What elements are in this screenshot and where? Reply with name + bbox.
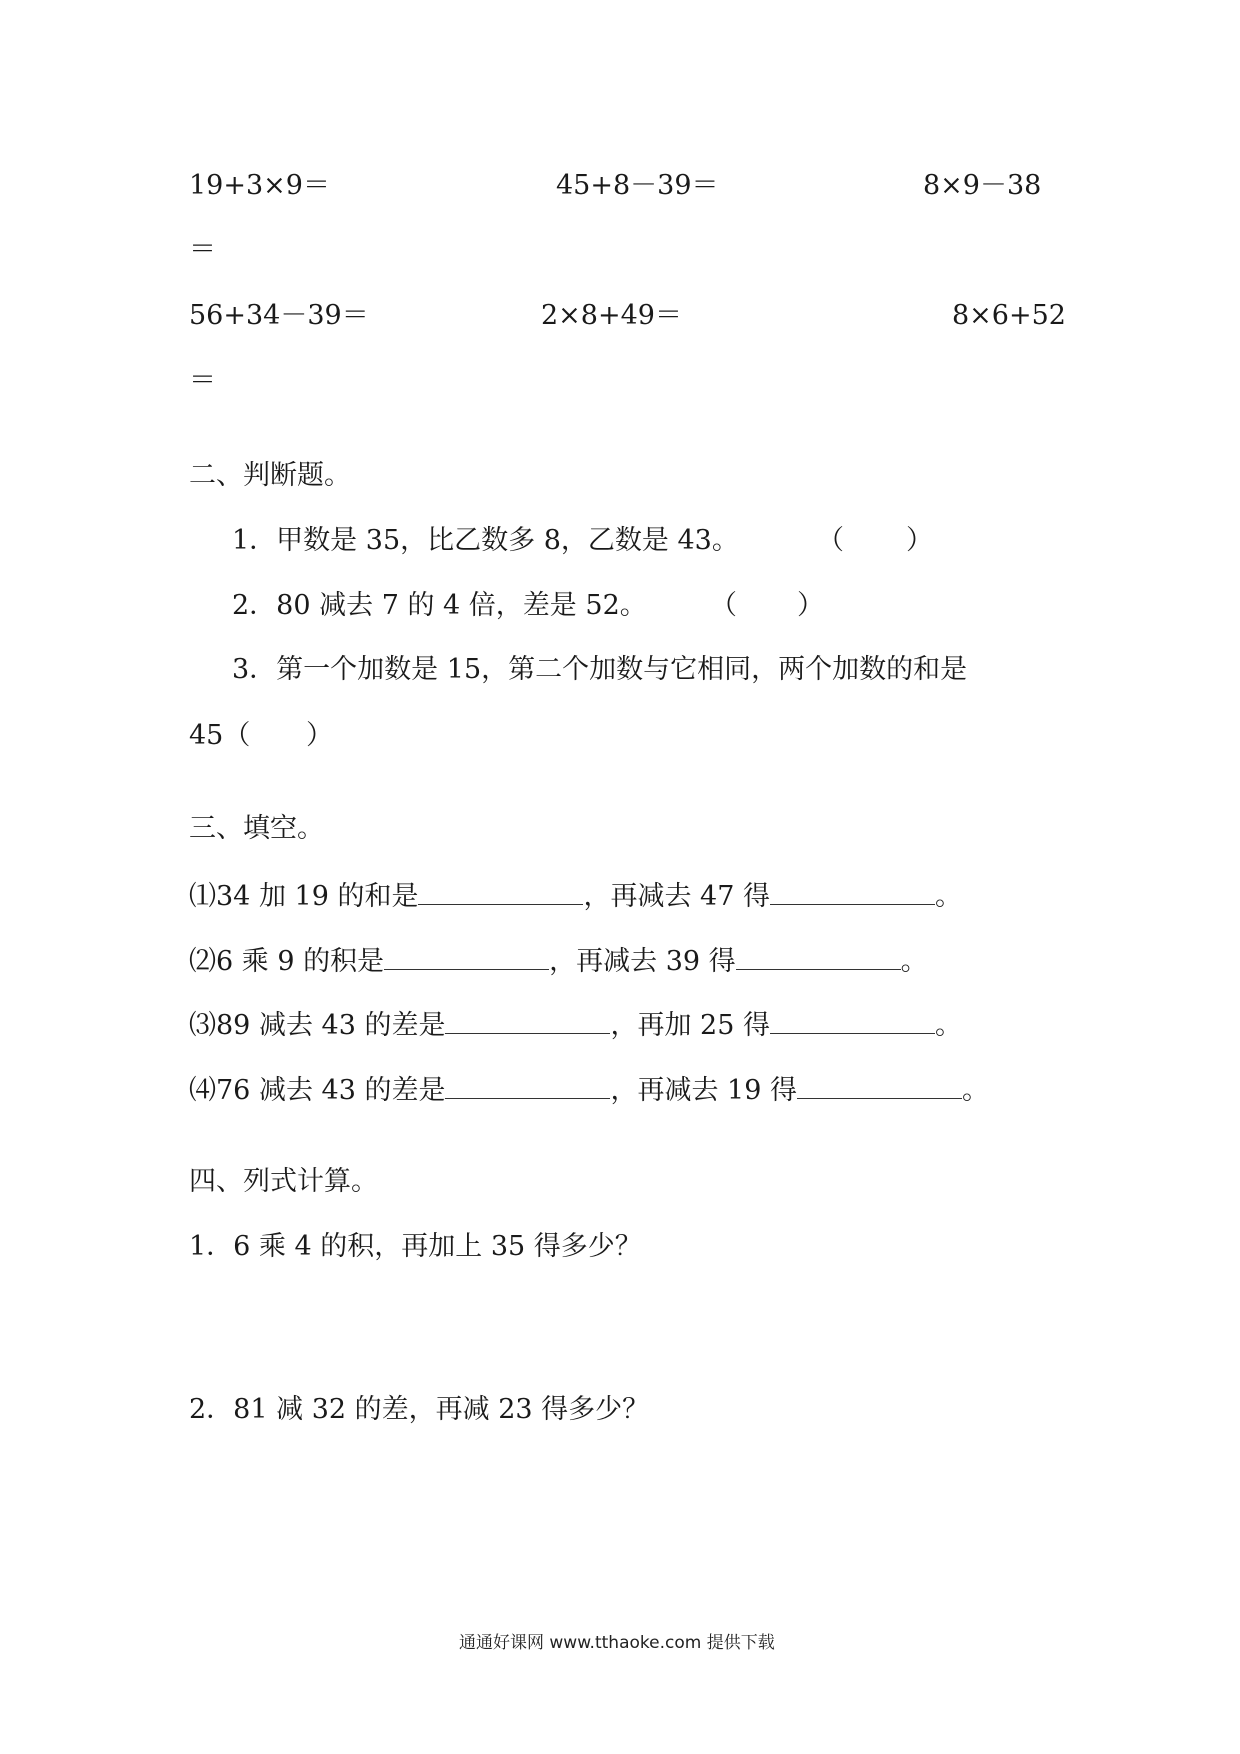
- fill-item-3-end: 。: [935, 1010, 962, 1041]
- fill-item-3-pre: ⑶89 减去 43 的差是: [189, 1010, 446, 1041]
- judge-item-2-paren-open: （: [710, 590, 737, 621]
- calc-row1-c: 8×9－38: [923, 170, 1042, 201]
- calc-row1-c-continuation: ＝: [189, 234, 216, 265]
- judge-item-2-paren-close: ）: [797, 590, 824, 621]
- fill-item-2: [189, 945, 928, 975]
- fill-item-2-pre: ⑵6 乘 9 的积是: [189, 946, 385, 977]
- fill-item-4-end: 。: [962, 1075, 989, 1106]
- judge-item-3-continuation: 45（: [189, 720, 251, 751]
- calc-row1-b: 45+8－39＝: [556, 170, 719, 201]
- fill-item-4-blank-1[interactable]: [445, 1074, 610, 1099]
- fill-item-4: [189, 1074, 989, 1104]
- fill-item-3-mid: ，再加 25 得: [610, 1010, 770, 1041]
- calc-row2-c-continuation: ＝: [189, 365, 216, 396]
- judge-item-3-paren-close: ）: [306, 720, 333, 751]
- fill-item-1-blank-2[interactable]: [770, 880, 935, 905]
- fill-item-1-end: 。: [935, 881, 962, 912]
- fill-item-3-blank-1[interactable]: [445, 1009, 610, 1034]
- page-footer: 通通好课网 www.tthaoke.com 提供下载: [459, 1633, 775, 1653]
- fill-item-2-blank-1[interactable]: [384, 945, 549, 970]
- fill-item-3-blank-2[interactable]: [770, 1009, 935, 1034]
- calc-row2-a: 56+34－39＝: [189, 300, 369, 331]
- fill-item-4-blank-2[interactable]: [797, 1074, 962, 1099]
- fill-item-2-end: 。: [900, 946, 928, 977]
- judge-item-1-paren-close: ）: [906, 525, 933, 556]
- calc-row1-a: 19+3×9＝: [189, 170, 330, 201]
- judge-item-2: [232, 592, 647, 619]
- section3-title: 三、填空。: [189, 813, 324, 844]
- fill-item-4-mid: ，再减去 19 得: [610, 1075, 797, 1106]
- fill-item-3: [189, 1009, 962, 1039]
- judge-item-3-text: 3．第一个加数是 15，第二个加数与它相同，两个加数的和是: [232, 654, 968, 685]
- calc-word-item-2: 2．81 减 32 的差，再减 23 得多少？: [189, 1394, 650, 1425]
- fill-item-4-pre: ⑷76 减去 43 的差是: [189, 1075, 446, 1106]
- fill-item-1: [189, 880, 962, 910]
- judge-item-2-text: 2．80 减去 7 的 4 倍，差是 52。: [232, 590, 647, 621]
- section4-title: 四、列式计算。: [189, 1166, 378, 1197]
- judge-item-1-text: 1．甲数是 35，比乙数多 8，乙数是 43。: [232, 525, 739, 556]
- fill-item-1-blank-1[interactable]: [418, 880, 583, 905]
- fill-item-1-mid: ，再减去 47 得: [583, 881, 770, 912]
- section2-title: 二、判断题。: [189, 460, 351, 491]
- fill-item-1-pre: ⑴34 加 19 的和是: [189, 881, 419, 912]
- judge-item-1-paren-open: （: [817, 525, 844, 556]
- judge-item-1: [232, 527, 739, 554]
- fill-item-2-blank-2[interactable]: [736, 945, 901, 970]
- calc-word-item-1: 1．6 乘 4 的积，再加上 35 得多少？: [189, 1231, 642, 1262]
- calc-row2-c: 8×6+52: [952, 300, 1066, 331]
- fill-item-2-mid: ，再减去 39 得: [549, 946, 736, 977]
- calc-row2-b: 2×8+49＝: [541, 300, 682, 331]
